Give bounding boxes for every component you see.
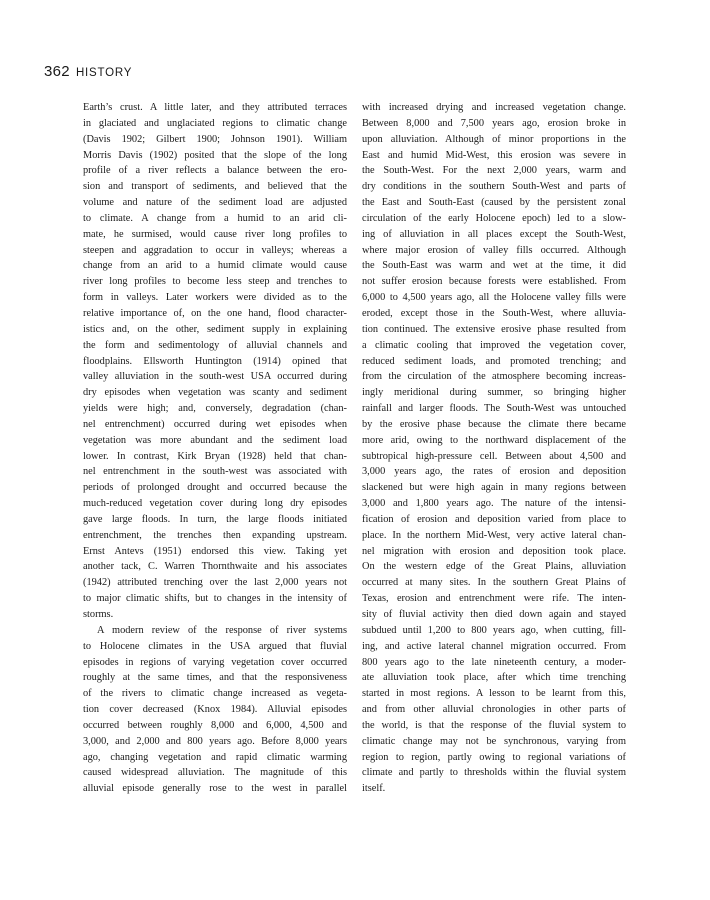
text-line: fication of erosion and deposition varied from place to <box>362 513 626 525</box>
left-column <box>83 100 347 797</box>
text-line: Ernst Antevs (1951) endorsed this view. Taking yet <box>83 545 347 557</box>
text-line: river long profiles to become less steep and trenches to <box>83 276 347 288</box>
text-line: not suffer erosion because forests were established. From <box>362 276 626 288</box>
text-line: to Holocene climates in the USA argued that fluvial <box>83 640 347 652</box>
text-line: Earth’s crust. A little later, and they attributed terraces <box>83 102 347 113</box>
text-line: dry conditions in the southern South-West and parts of <box>362 181 626 193</box>
text-line: volume and nature of the sediment load are adjusted <box>83 197 347 209</box>
page-number: 362 <box>44 63 70 80</box>
text-line: the world, is that the response of the fluvial system to <box>362 719 626 731</box>
text-line: steepen and aggradation to occur in valleys; whereas a <box>83 244 347 256</box>
text-line: 3,000 and 1,800 years ago. The nature of the intensi- <box>362 498 626 510</box>
text-line: to climate. A change from a humid to an arid cli- <box>83 212 347 224</box>
text-line: and from other alluvial chronologies in other parts of <box>362 704 626 716</box>
text-line: with increased drying and increased vegetation change. <box>362 102 626 113</box>
text-line: Morris Davis (1902) posited that the slope of the long <box>83 149 347 161</box>
text-line: where major erosion of valley fills occurred. Although <box>362 244 626 256</box>
text-line: sion and transport of sediments, and believed that the <box>83 181 347 193</box>
text-line: storms. <box>83 609 114 620</box>
text-line: circulation of the early Holocene epoch) led to a slow- <box>362 212 626 224</box>
text-line: gave large floods. In turn, the large floods initiated <box>83 513 347 525</box>
text-line: tion cover decreased (Knox 1984). Alluvial episodes <box>83 704 347 716</box>
text-line: subtropical high-pressure cell. Between about 4,500 and <box>362 450 626 462</box>
text-line: subdued until 1,200 to 800 years ago, when cutting, fill- <box>362 624 626 636</box>
right-column <box>362 100 626 797</box>
text-line: another tack, C. Warren Thornthwaite and his associates <box>83 561 347 573</box>
text-line: the South-West. For the next 2,000 years, warm and <box>362 165 626 177</box>
text-line: nel entrenchment in the south-west was associated with <box>83 466 347 478</box>
text-line: profile of a river reflects a balance between the ero- <box>83 165 347 177</box>
text-line: ing of alluviation in all places except the South-West, <box>362 228 626 240</box>
text-line: East and humid Mid-West, this erosion was severe in <box>362 149 626 161</box>
text-line: ate alluviation took place, after which time trenching <box>362 672 626 684</box>
text-line: dry episodes when vegetation was scanty and sediment <box>83 387 347 399</box>
text-line: rainfall and larger floods. The South-West was untouched <box>362 403 626 415</box>
text-line: eroded, except those in the South-West, where alluvia- <box>362 307 626 319</box>
text-line: more arid, owing to the northward displacement of the <box>362 434 626 446</box>
text-line: the East and South-East (caused by the persistent zonal <box>362 197 626 209</box>
text-line: yields were high; and, conversely, degradation (chan- <box>83 403 347 415</box>
text-line: climate and partly to thresholds within the fluvial system <box>362 767 626 779</box>
text-line: in glaciated and unglaciated regions to climatic change <box>83 117 347 129</box>
text-line: episodes in regions of varying vegetation cover occurred <box>83 656 347 668</box>
text-line: istics and, on the other, sediment supply in explaining <box>83 323 347 335</box>
text-line: Between 8,000 and 7,500 years ago, erosion broke in <box>362 117 626 129</box>
text-line: Texas, erosion and entrenchment were rife. The inten- <box>362 593 626 605</box>
text-line: (1942) attributed trenching over the last 2,000 years not <box>83 577 347 589</box>
text-line: climatic change may not be synchronous, varying from <box>362 735 626 747</box>
text-line: by the erosive phase because the climate there became <box>362 418 626 430</box>
text-line: 3,000, and 2,000 and 800 years ago. Before 8,000 years <box>83 735 347 747</box>
text-line: form in valleys. Later workers were divided as to the <box>83 292 347 304</box>
text-line: entrenchment, the trenches then expanding upstream. <box>83 529 347 541</box>
text-line: floodplains. Ellsworth Huntington (1914) opined that <box>83 355 347 367</box>
text-line: relative importance of, on the one hand, flood character- <box>83 307 347 319</box>
text-line: (Davis 1902; Gilbert 1900; Johnson 1901). William <box>83 133 347 145</box>
text-line: region to region, partly owing to regional variations of <box>362 751 626 763</box>
text-line: On the western edge of the Great Plains, alluviation <box>362 561 626 573</box>
text-line: of the rivers to climatic change increased as vegeta- <box>83 688 347 700</box>
text-line: tion continued. The extensive erosive phase resulted from <box>362 323 626 335</box>
text-line: the form and sedimentology of alluvial channels and <box>83 339 347 351</box>
text-line: ingly meridional during summer, so bringing higher <box>362 387 626 399</box>
text-line: itself. <box>362 783 386 795</box>
text-line: sity of fluvial activity then died down again and stayed <box>362 609 626 620</box>
text-line: mate, he surmised, would cause river long profiles to <box>83 228 347 240</box>
text-line: nel entrenchment) occurred during wet episodes when <box>83 418 347 430</box>
text-line: much-reduced vegetation cover during long dry episodes <box>83 498 347 510</box>
text-line: upon alluviation. Although of minor proportions in the <box>362 133 626 145</box>
text-line: valley alluviation in the south-west USA occurred during <box>83 371 347 383</box>
text-line: reduced sediment loads, and promoted trenching; and <box>362 355 626 367</box>
text-line: vegetation was more abundant and the sediment load <box>83 434 347 446</box>
text-line: occurred between roughly 8,000 and 6,000, 4,500 and <box>83 719 347 731</box>
text-line: slackened but were high again in many regions between <box>362 482 626 494</box>
text-line: change from an arid to a humid climate would cause <box>83 260 347 272</box>
text-line: nel migration with erosion and deposition took place. <box>362 545 626 557</box>
text-line: place. In the northern Mid-West, very active lateral chan- <box>362 529 626 541</box>
text-line: caused widespread alluviation. The magnitude of this <box>83 767 347 779</box>
text-line: roughly at the same times, and that the responsiveness <box>83 672 347 684</box>
page-header <box>44 63 132 83</box>
text-line: periods of prolonged drought and occurred because the <box>83 482 347 494</box>
text-line: the South-East was warm and wet at the time, it did <box>362 260 626 272</box>
text-line: started in most regions. A lesson to be learnt from this, <box>362 688 626 700</box>
text-line: alluvial episode generally rose to the west in parallel <box>83 783 347 795</box>
text-line: ing, and active lateral channel migration occurred. From <box>362 640 626 652</box>
text-line: A modern review of the response of river systems <box>97 624 347 636</box>
running-head: HISTORY <box>75 67 133 79</box>
text-line: to major climatic shifts, but to changes in the intensity of <box>83 593 347 605</box>
text-line: ago, changing vegetation and rapid climatic warming <box>83 751 347 763</box>
text-line: lower. In contrast, Kirk Bryan (1928) held that chan- <box>83 450 347 462</box>
text-line: 800 years ago to the late nineteenth century, a moder- <box>362 656 626 668</box>
text-line: 6,000 to 4,500 years ago, all the Holocene valley fills were <box>362 292 626 304</box>
text-line: from the circulation of the atmosphere becoming increas- <box>362 371 626 383</box>
text-line: a climatic cooling that improved the vegetation cover, <box>362 339 626 351</box>
text-line: occurred at many sites. In the southern Great Plains of <box>362 577 626 589</box>
text-line: 3,000 years ago, the rates of erosion and deposition <box>362 466 626 478</box>
